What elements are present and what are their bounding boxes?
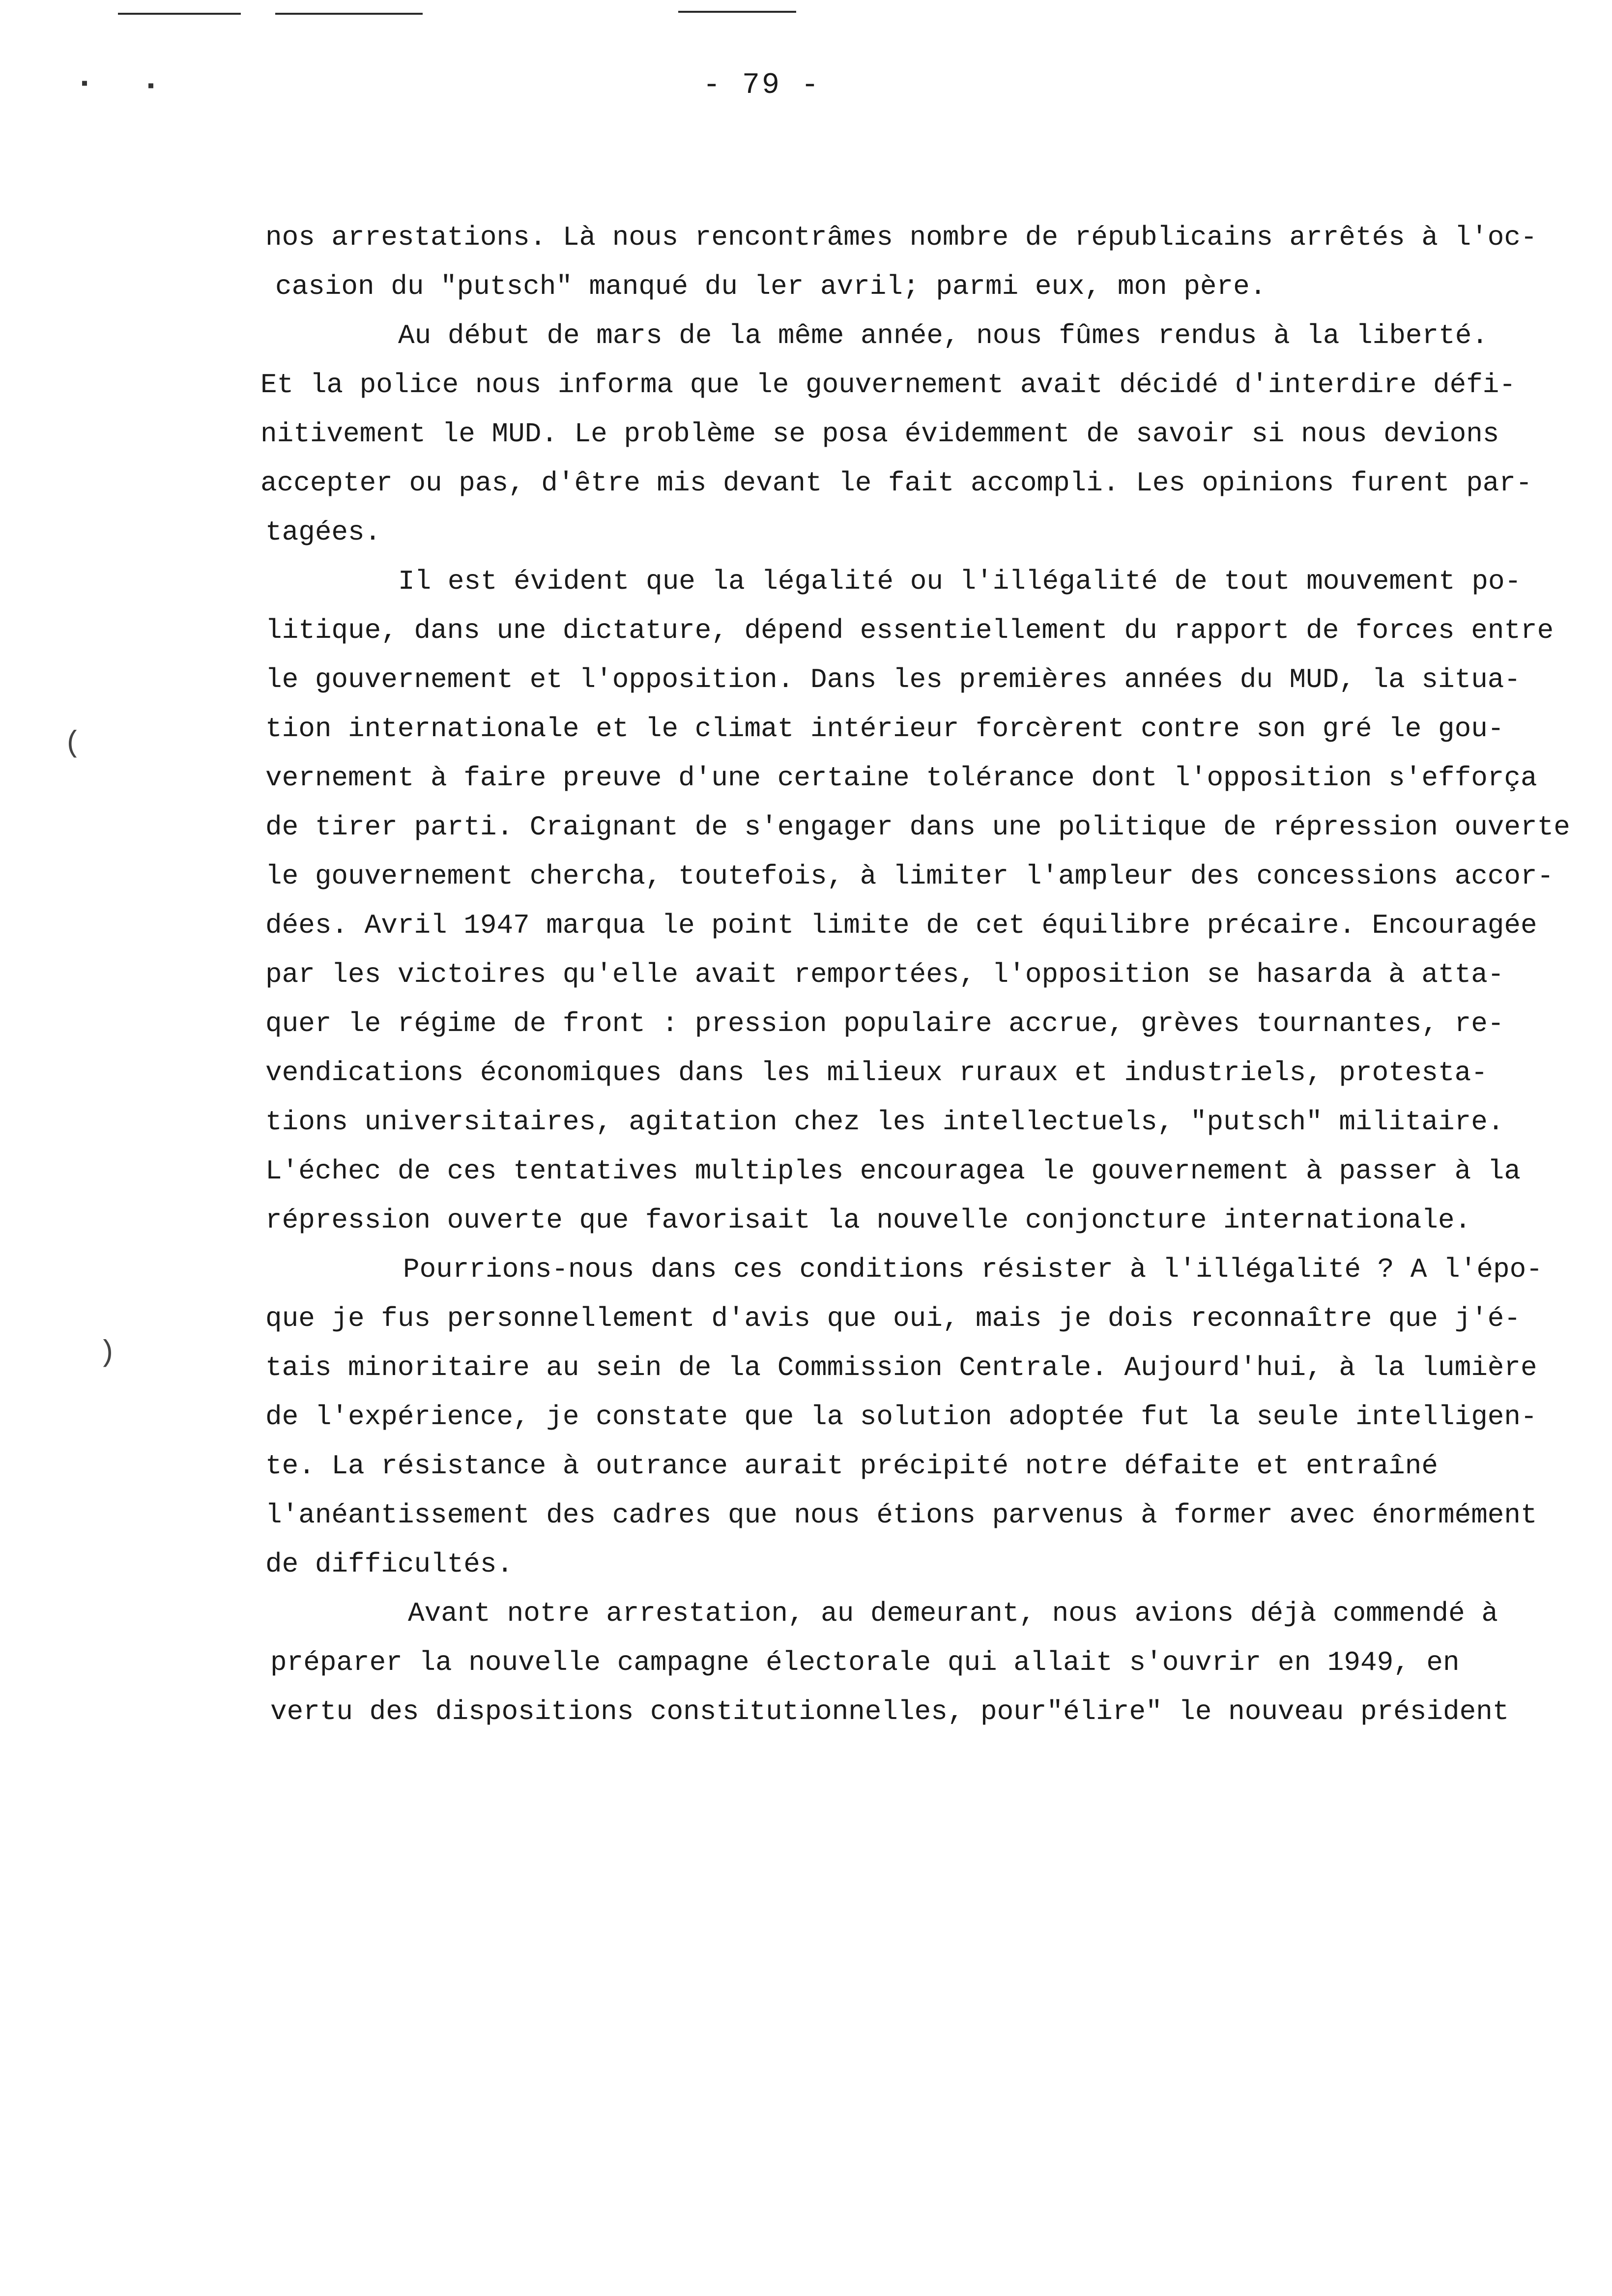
text-line: nitivement le MUD. Le problème se posa évidemment de savoir si nous devions <box>260 418 1499 450</box>
text-line: tion internationale et le climat intérieur forcèrent contre son gré le gou- <box>265 713 1504 745</box>
text-line: de tirer parti. Craignant de s'engager dans une politique de répression ouverte <box>265 811 1570 843</box>
text-line: l'anéantissement des cadres que nous étions parvenus à former avec énormément <box>265 1499 1537 1531</box>
text-line: nos arrestations. Là nous rencontrâmes nombre de républicains arrêtés à l'oc- <box>265 222 1537 253</box>
text-line: quer le régime de front : pression populaire accrue, grèves tournantes, re- <box>265 1008 1504 1039</box>
punch-mark-1: ▪ <box>79 74 91 96</box>
text-line: vendications économiques dans les milieux ruraux et industriels, protesta- <box>265 1057 1488 1089</box>
text-line: de difficultés. <box>265 1549 514 1580</box>
margin-bracket-1: ( <box>64 727 82 761</box>
punch-mark-2: ▪ <box>145 76 157 98</box>
text-line: Et la police nous informa que le gouvernement avait décidé d'interdire défi- <box>260 369 1516 401</box>
text-line: Au début de mars de la même année, nous fûmes rendus à la liberté. <box>398 320 1488 351</box>
text-line: vertu des dispositions constitutionnelles, pour"élire" le nouveau président <box>270 1696 1509 1727</box>
page-number: - 79 - <box>703 69 821 102</box>
text-line: le gouvernement et l'opposition. Dans les premières années du MUD, la situa- <box>265 664 1521 695</box>
text-line: que je fus personnellement d'avis que oui, mais je dois reconnaître que j'é- <box>265 1303 1521 1334</box>
text-line: casion du "putsch" manqué du ler avril; parmi eux, mon père. <box>275 271 1267 302</box>
text-line: Il est évident que la légalité ou l'illégalité de tout mouvement po- <box>398 566 1522 597</box>
top-rule-right <box>678 11 796 13</box>
margin-bracket-2: ) <box>98 1337 116 1370</box>
text-line: de l'expérience, je constate que la solution adoptée fut la seule intelligen- <box>265 1401 1537 1433</box>
top-rule-left <box>118 13 241 15</box>
text-line: te. La résistance à outrance aurait précipité notre défaite et entraîné <box>265 1450 1438 1482</box>
text-line: tagées. <box>265 517 381 548</box>
text-line: Pourrions-nous dans ces conditions résister à l'illégalité ? A l'épo- <box>403 1254 1543 1285</box>
text-line: accepter ou pas, d'être mis devant le fait accompli. Les opinions furent par- <box>260 467 1532 499</box>
text-line: vernement à faire preuve d'une certaine tolérance dont l'opposition s'efforça <box>265 762 1537 794</box>
text-line: préparer la nouvelle campagne électorale qui allait s'ouvrir en 1949, en <box>270 1647 1460 1678</box>
top-rule-middle <box>275 13 423 15</box>
text-line: L'échec de ces tentatives multiples encouragea le gouvernement à passer à la <box>265 1155 1521 1187</box>
text-line: dées. Avril 1947 marqua le point limite de cet équilibre précaire. Encouragée <box>265 910 1537 941</box>
text-line: par les victoires qu'elle avait remportées, l'opposition se hasarda à atta- <box>265 959 1504 990</box>
text-line: litique, dans une dictature, dépend essentiellement du rapport de forces entre <box>265 615 1554 646</box>
text-line: le gouvernement chercha, toutefois, à limiter l'ampleur des concessions accor- <box>265 861 1554 892</box>
text-line: tais minoritaire au sein de la Commission Centrale. Aujourd'hui, à la lumière <box>265 1352 1537 1383</box>
text-line: Avant notre arrestation, au demeurant, nous avions déjà commendé à <box>408 1598 1498 1629</box>
text-line: répression ouverte que favorisait la nouvelle conjoncture internationale. <box>265 1205 1471 1236</box>
text-line: tions universitaires, agitation chez les intellectuels, "putsch" militaire. <box>265 1106 1504 1138</box>
